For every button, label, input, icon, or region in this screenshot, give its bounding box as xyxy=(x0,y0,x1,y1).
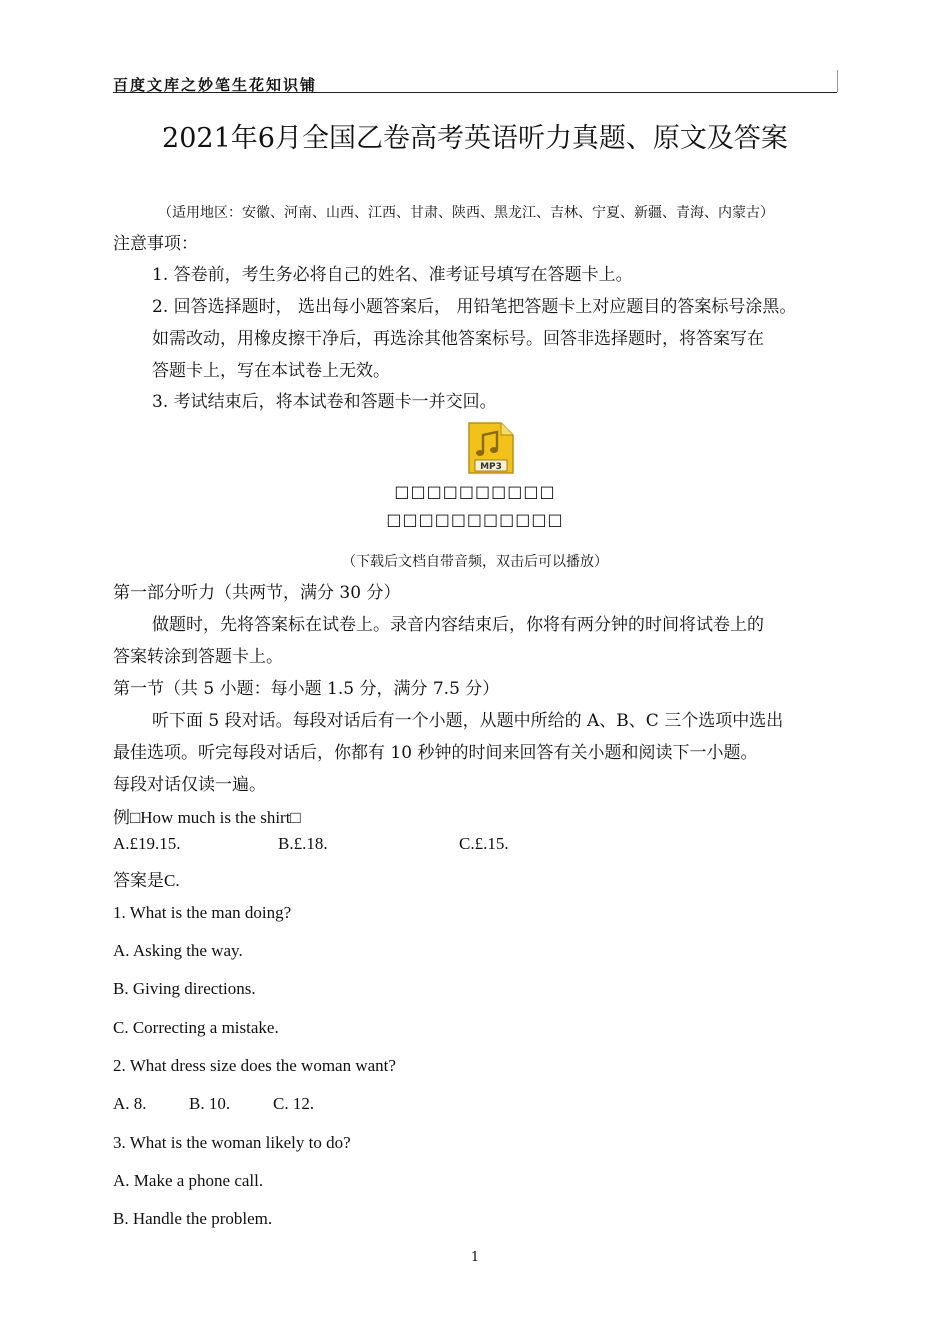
section1-heading: 第一节（共 5 小题：每小题 1.5 分，满分 7.5 分） xyxy=(113,679,500,699)
header-text: 百度文库之妙笔生花知识铺 xyxy=(113,76,318,94)
notice-item-1: 1. 答卷前，考生务必将自己的姓名、准考证号填写在答题卡上。 xyxy=(152,265,633,285)
question-1: 1. What is the man doing? xyxy=(113,903,292,922)
notice-item-2: 2. 回答选择题时， 选出每小题答案后， 用铅笔把答题卡上对应题目的答案标号涂黑。 xyxy=(152,297,797,317)
attachment-name-line-2: □□□□□□□□□□□ xyxy=(386,510,564,529)
section1-instruction-line-1: 听下面 5 段对话。每段对话后有一个小题，从题中所给的 A、B、C 三个选项中选出 xyxy=(152,711,784,731)
part1-instruction-line-1: 做题时，先将答案标在试卷上。录音内容结束后，你将有两分钟的时间将试卷上的 xyxy=(152,615,764,635)
notice-item-2-line-2: 如需改动，用橡皮擦干净后，再选涂其他答案标号。回答非选择题时，将答案写在 xyxy=(152,329,764,349)
question-2-option-a: A. 8. xyxy=(113,1094,147,1113)
part1-heading: 第一部分听力（共两节，满分 30 分） xyxy=(113,583,401,603)
attachment-name-line-1: □□□□□□□□□□ xyxy=(394,482,556,501)
question-1-option-c: C. Correcting a mistake. xyxy=(113,1018,279,1037)
question-2-option-c: C. 12. xyxy=(273,1094,315,1113)
header-rule xyxy=(113,92,837,93)
section1-instruction-line-3: 每段对话仅读一遍。 xyxy=(113,775,266,795)
question-3-option-b: B. Handle the problem. xyxy=(113,1209,273,1228)
mp3-file-icon[interactable] xyxy=(467,421,515,475)
example-option-b: B.£.18. xyxy=(278,834,328,853)
regions-note: （适用地区：安徽、河南、山西、江西、甘肃、陕西、黑龙江、吉林、宁夏、新疆、青海、内蒙古） xyxy=(158,205,774,221)
question-1-option-b: B. Giving directions. xyxy=(113,979,256,998)
question-3-option-a: A. Make a phone call. xyxy=(113,1171,264,1190)
part1-instruction-line-2: 答案转涂到答题卡上。 xyxy=(113,647,283,667)
page-number: 1 xyxy=(470,1250,480,1265)
notice-item-3: 3. 考试结束后，将本试卷和答题卡一并交回。 xyxy=(152,392,497,412)
svg-text:MP3: MP3 xyxy=(480,462,502,472)
question-3: 3. What is the woman likely to do? xyxy=(113,1133,351,1152)
header-tick xyxy=(837,70,838,92)
example-question: 例□How much is the shirt□ xyxy=(113,808,301,827)
question-1-option-a: A. Asking the way. xyxy=(113,941,243,960)
notice-item-2-line-3: 答题卡上，写在本试卷上无效。 xyxy=(152,361,390,381)
notice-heading: 注意事项： xyxy=(113,234,198,254)
example-option-a: A.£19.15. xyxy=(113,834,181,853)
question-2-option-b: B. 10. xyxy=(189,1094,231,1113)
example-answer: 答案是C. xyxy=(113,871,180,890)
page-title: 2021年6月全国乙卷高考英语听力真题、原文及答案 xyxy=(162,123,788,154)
example-option-c: C.£.15. xyxy=(459,834,509,853)
section1-instruction-line-2: 最佳选项。听完每段对话后，你都有 10 秒钟的时间来回答有关小题和阅读下一小题。 xyxy=(113,743,758,763)
attachment-caption: （下载后文档自带音频，双击后可以播放） xyxy=(342,554,608,570)
question-2: 2. What dress size does the woman want? xyxy=(113,1056,396,1075)
